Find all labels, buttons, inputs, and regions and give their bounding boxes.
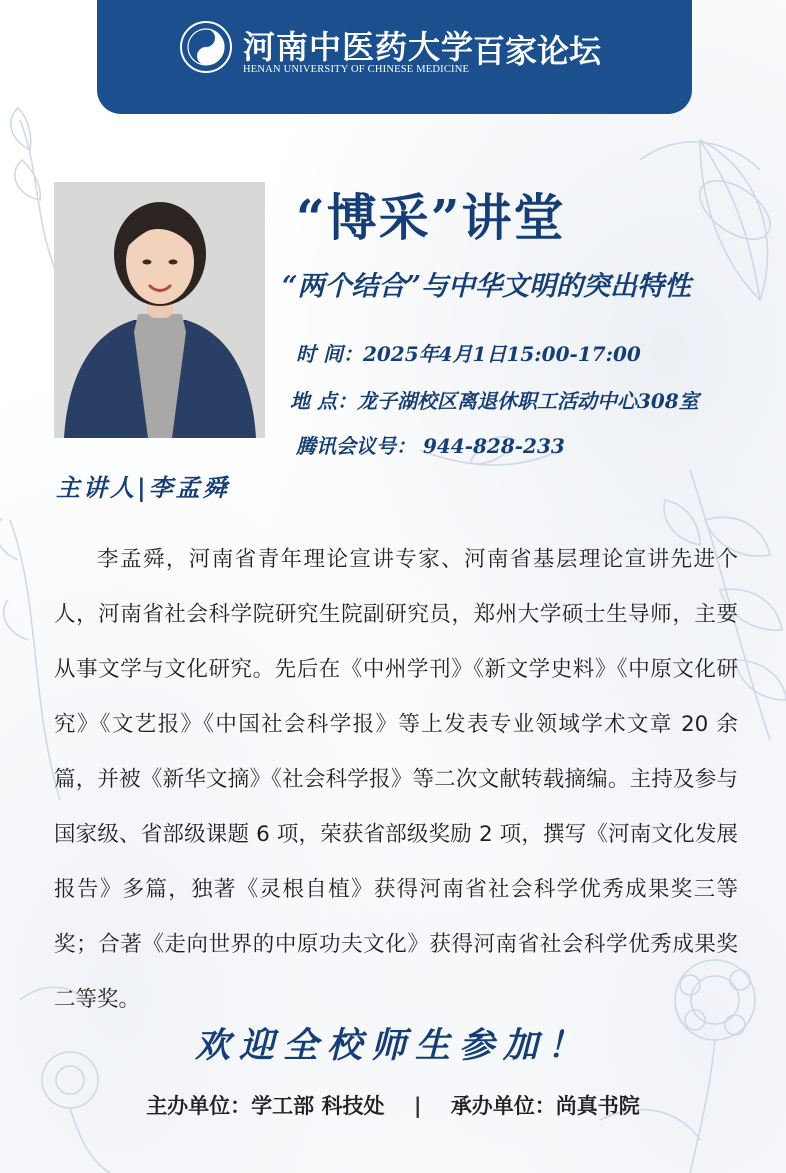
welcome-message: 欢迎全校师生参加！ [194,1025,591,1066]
lecture-time: 时 间：2025年4月1日15:00-17:00 [296,342,641,366]
organizer-separator: | [413,1094,422,1118]
lecture-series-title: “博采”讲堂 [296,188,566,247]
speaker-portrait [54,182,265,438]
portrait-illustration [54,182,265,438]
header-banner [97,0,692,114]
host-unit: 主办单位：学工部 科技处 [146,1094,385,1118]
forum-name: 百家论坛 [473,32,602,70]
speaker-heading: 主讲人|李孟舜 [56,473,230,502]
university-name-english: HENAN UNIVERSITY OF CHINESE MEDICINE [243,64,470,75]
tencent-meeting-id: 腾讯会议号： 944-828-233 [296,434,565,458]
university-logo-icon [179,20,233,74]
lecture-venue: 地 点：龙子湖校区离退休职工活动中心308室 [290,389,699,413]
lecture-topic: “两个结合”与中华文明的突出特性 [282,271,692,302]
university-name: 河南中医药大学 [243,28,475,66]
organizing-unit: 承办单位：尚真书院 [450,1094,640,1118]
speaker-biography: 李孟舜，河南省青年理论宣讲专家、河南省基层理论宣讲先进个人，河南省社会科学院研究生院副研究员，郑州大学硕士生导师，主要从事文学与文化研究。先后在《中州学刊》《新文学史料》《中原文化研究》《文艺报》《中国社会科学报》等上发表专业领域学术文章 20 余篇，并被《新华文摘》《社会科学报》等二次文献转载摘编。主持及参与国家级、省部级课题 6 项，荣获省部级奖励 2 项，撰写《河南文化发展报告》多篇，独著《灵根自植》获得河南省社会科学优秀成果奖三等奖；合著《走向世界的中原功夫文化》获得河南省社会科学优秀成果奖二等奖。 [54,547,738,1012]
organizers-line [0,1090,786,1120]
